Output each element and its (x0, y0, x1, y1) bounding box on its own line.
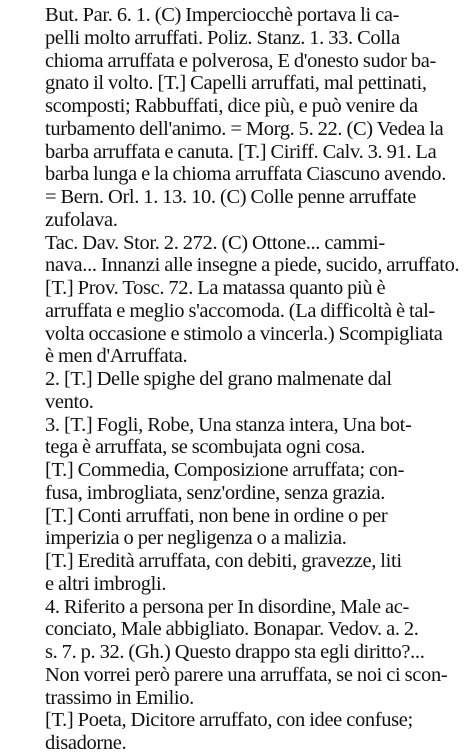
text-line: 4. Riferito a persona per In disordine, Male ac- (45, 595, 410, 618)
text-line: But. Par. 6. 1. (C) Imperciocchè portava li ca- (45, 4, 400, 26)
text-line: pelli molto arruffati. Poliz. Stanz. 1. 33. Colla (45, 26, 400, 49)
text-line: imperizia o per negligenza o a malizia. (45, 527, 347, 550)
text-line: vento. (45, 390, 94, 413)
text-line: = Bern. Orl. 1. 13. 10. (C) Colle penne arruffate (45, 186, 416, 208)
text-line: e altri imbrogli. (45, 572, 167, 595)
text-line: fusa, imbrogliata, senz'ordine, senza grazia. (45, 481, 385, 504)
entry-paragraph (5, 596, 464, 710)
text-line: conciato, Male abbigliato. Bonapar. Vedov. a. 2. (45, 618, 419, 641)
text-line: [T.] Poeta, Dicitore arruffato, con idee confuse; (45, 709, 413, 732)
entry-paragraph (5, 414, 464, 460)
text-line: Non vorrei però parere una arruffata, se noi ci scon- (45, 663, 448, 686)
entry-paragraph (5, 505, 464, 551)
text-line: [T.] Prov. Tosc. 72. La matassa quanto più è (45, 277, 386, 299)
entry-paragraph (5, 709, 464, 755)
text-line: nava... Innanzi alle insegne a piede, sucido, arruffato. (45, 254, 460, 277)
text-line: 2. [T.] Delle spighe del grano malmenate dal (45, 368, 392, 390)
entry-paragraph (5, 459, 464, 505)
text-line: [T.] Commedia, Composizione arruffata; con- (45, 459, 405, 481)
text-line: Tac. Dav. Stor. 2. 272. (C) Ottone... cammi- (45, 231, 385, 254)
text-line: chioma arruffata e polverosa, E d'onesto sudor ba- (45, 49, 437, 72)
text-line: disadorne. (45, 732, 127, 754)
entry-paragraph (5, 232, 464, 278)
entry-paragraph (5, 368, 464, 414)
text-line: è men d'Arruffata. (45, 345, 188, 368)
text-line: barba lunga e la chioma arruffata Ciascuno avendo. (45, 163, 446, 186)
text-line: s. 7. p. 32. (Gh.) Questo drappo sta egli diritto?... (45, 641, 425, 663)
text-line: turbamento dell'animo. = Morg. 5. 22. (C) Vedea la (45, 117, 444, 140)
text-line: volta occasione e stimolo a vincerla.) Scompigliata (45, 322, 443, 345)
entry-paragraph (5, 277, 464, 368)
text-line: 3. [T.] Fogli, Robe, Una stanza intera, Una bot- (45, 413, 412, 436)
text-line: barba arruffata e canuta. [T.] Ciriff. Calv. 3. 91. La (45, 140, 437, 163)
entry-paragraph (5, 4, 464, 232)
dictionary-entry-text (5, 4, 464, 755)
text-line: tega è arruffata, se scombujata ogni cosa. (45, 436, 366, 459)
text-line: scomposti; Rabbuffati, dice più, e può venire da (45, 95, 418, 117)
text-line: gnato il volto. [T.] Capelli arruffati, mal pettinati, (45, 72, 427, 95)
text-line: [T.] Conti arruffati, non bene in ordine o per (45, 504, 388, 527)
text-line: arruffata e meglio s'accomoda. (La difficoltà è tal- (45, 299, 435, 322)
text-line: trassimo in Emilio. (45, 686, 194, 709)
text-line: [T.] Eredità arruffata, con debiti, gravezze, liti (45, 550, 402, 572)
entry-paragraph (5, 550, 464, 596)
text-line: zufolava. (45, 208, 118, 231)
